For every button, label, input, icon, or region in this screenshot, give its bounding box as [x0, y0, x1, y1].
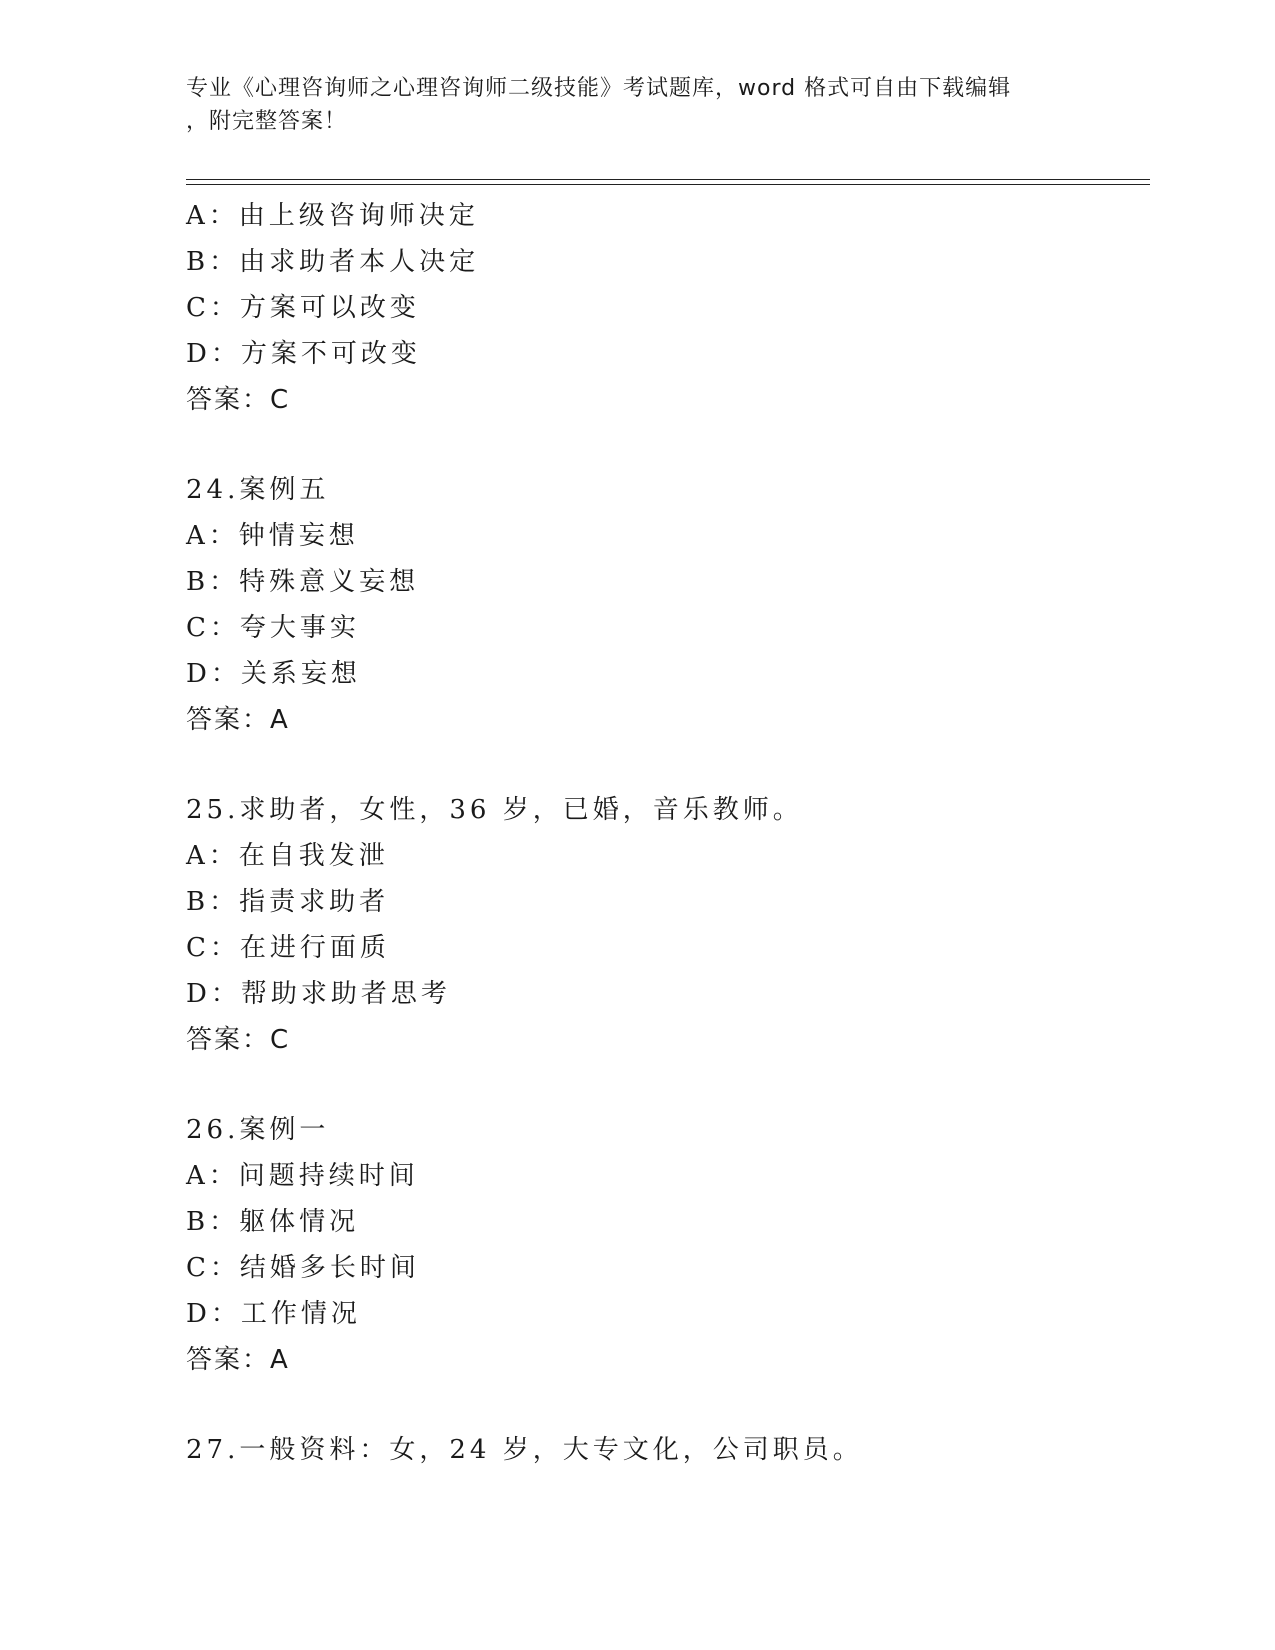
answer-line: 答案：C — [186, 1025, 291, 1055]
header-divider-bottom — [186, 184, 1150, 185]
spacer — [186, 743, 1146, 787]
option-b: B：躯体情况 — [186, 1207, 360, 1237]
option-d: D：关系妄想 — [186, 659, 361, 689]
question-stem: 27.一般资料：女，24 岁，大专文化，公司职员。 — [186, 1435, 863, 1465]
option-a: A：由上级咨询师决定 — [186, 201, 479, 231]
spacer — [186, 1063, 1146, 1107]
answer-line: 答案：A — [186, 705, 290, 735]
question-block-24 — [186, 467, 1146, 743]
option-a: A：问题持续时间 — [186, 1161, 419, 1191]
answer-line: 答案：A — [186, 1345, 290, 1375]
spacer — [186, 423, 1146, 467]
option-c: C：在进行面质 — [186, 933, 390, 963]
option-c: C：夸大事实 — [186, 613, 360, 643]
question-stem: 24.案例五 — [186, 475, 330, 505]
question-block-27 — [186, 1427, 1146, 1473]
option-a: A：在自我发泄 — [186, 841, 389, 871]
option-b: B：由求助者本人决定 — [186, 247, 480, 277]
question-stem: 25.求助者，女性，36 岁，已婚，音乐教师。 — [186, 795, 803, 825]
option-d: D：方案不可改变 — [186, 339, 421, 369]
option-c: C：方案可以改变 — [186, 293, 420, 323]
question-block-23 — [186, 193, 1146, 423]
option-b: B：指责求助者 — [186, 887, 390, 917]
question-stem: 26.案例一 — [186, 1115, 330, 1145]
header-divider-top — [186, 179, 1150, 180]
page-header — [186, 72, 1066, 138]
question-block-26 — [186, 1107, 1146, 1383]
option-d: D：帮助求助者思考 — [186, 979, 451, 1009]
header-line-1: 专业《心理咨询师之心理咨询师二级技能》考试题库，word 格式可自由下载编辑 — [186, 76, 1012, 101]
spacer — [186, 1383, 1146, 1427]
option-d: D：工作情况 — [186, 1299, 361, 1329]
question-list — [186, 193, 1146, 1473]
option-a: A：钟情妄想 — [186, 521, 359, 551]
answer-line: 答案：C — [186, 385, 291, 415]
header-line-2: ，附完整答案！ — [186, 109, 348, 134]
option-c: C：结婚多长时间 — [186, 1253, 420, 1283]
question-block-25 — [186, 787, 1146, 1063]
option-b: B：特殊意义妄想 — [186, 567, 420, 597]
